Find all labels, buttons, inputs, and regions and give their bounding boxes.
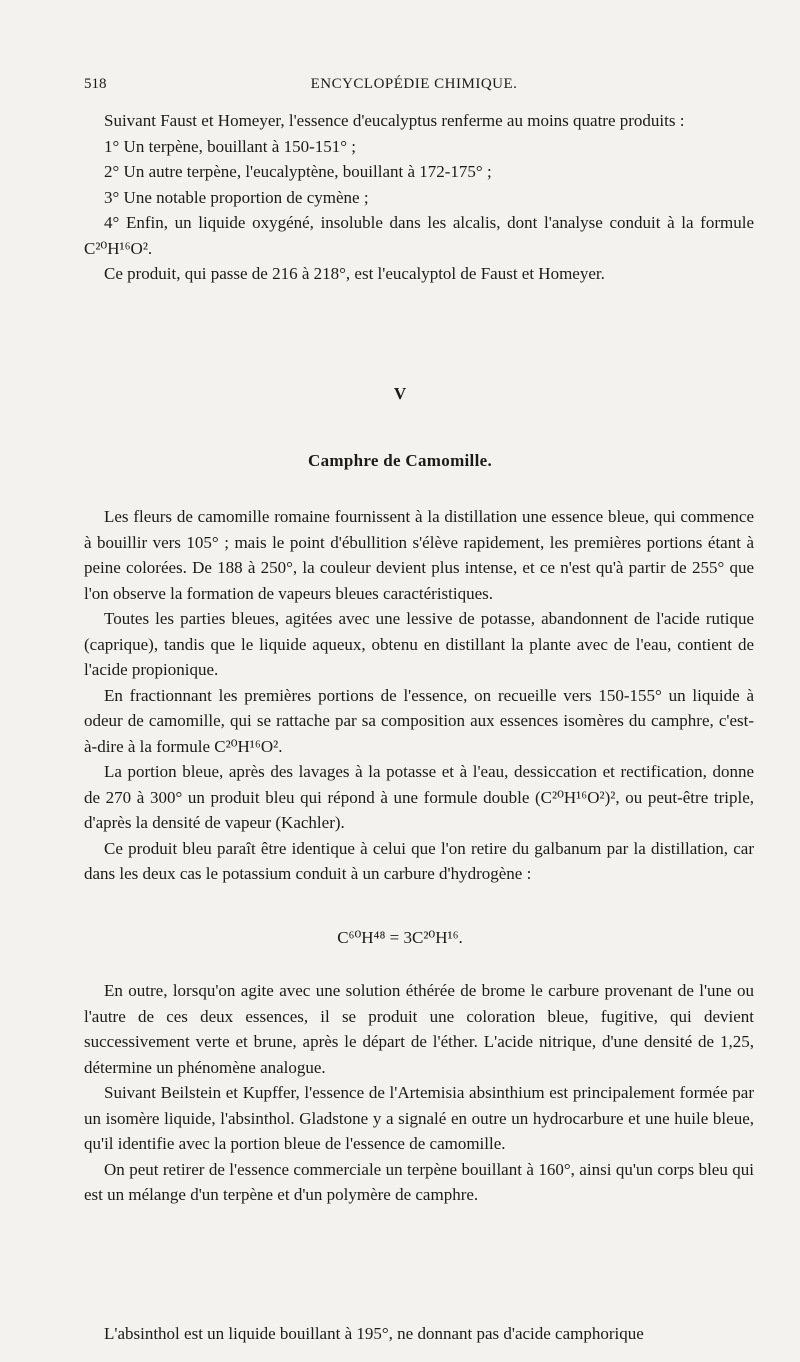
page-header (84, 76, 744, 98)
intro-paragraph: Suivant Faust et Homeyer, l'essence d'eucalyptus renferme au moins quatre produits : (104, 111, 685, 130)
paragraph-2: Toutes les parties bleues, agitées avec une lessive de potasse, abandonnent de l'acide rutique (caprique), tandis que le liquide aqueux, obtenu en distillant la plante avec de l'eau, contient de l'acide propionique. (84, 609, 754, 679)
product-item-1: 1° Un terpène, bouillant à 150-151° ; (104, 136, 357, 156)
paragraph-7: Suivant Beilstein et Kupffer, l'essence de l'Artemisia absinthium est principalement formée par un isomère liquide, l'absinthol. Gladstone y a signalé en outre un hydrocarbure et une huile bleue, qu'il identifie avec la portion bleue de l'essence de camomille. (84, 1083, 754, 1153)
paragraph-3: En fractionnant les premières portions de l'essence, on recueille vers 150-155° un liquide à odeur de camomille, qui se rattache par sa composition aux essences isomères du camphre, c'est-à-dire à la formule C²⁰H¹⁶O². (84, 685, 754, 756)
product-item-2: 2° Un autre terpène, l'eucalyptène, bouillant à 172-175° ; (104, 162, 492, 181)
intro-block (84, 108, 754, 287)
conclusion-paragraph: Ce produit, qui passe de 216 à 218°, est l'eucalyptol de Faust et Homeyer. (104, 264, 605, 283)
formula: C⁶⁰H⁴⁸ = 3C²⁰H¹⁶. (337, 928, 463, 947)
section-number: V (393, 384, 407, 403)
paragraph-4: La portion bleue, après des lavages à la potasse et à l'eau, dessiccation et rectification, donne de 270 à 300° un produit bleu qui répond à une formule double (C²⁰H¹⁶O²)², ou peut-être triple, d'après la densité de vapeur (Kachler). (84, 762, 754, 832)
paragraph-1: Les fleurs de camomille romaine fournissent à la distillation une essence bleue, qui commence à bouillir vers 105° ; mais le point d'ébullition s'élève rapidement, les premières portions étant à peine colorées. De 188 à 250°, la couleur devient plus intense, et ce n'est qu'à partir de 255° que l'on observe la formation de vapeurs bleues caractéristiques. (84, 507, 754, 603)
last-line: L'absinthol est un liquide bouillant à 195°, ne donnant pas d'acide camphorique (104, 1324, 644, 1343)
running-title: ENCYCLOPÉDIE CHIMIQUE. (310, 76, 518, 92)
section-title: Camphre de Camomille. (308, 451, 492, 470)
body-block-1 (84, 504, 754, 887)
body-block-2 (84, 978, 754, 1208)
product-item-4: 4° Enfin, un liquide oxygéné, insoluble dans les alcalis, dont l'analyse conduit à la formule C²⁰H¹⁶O². (84, 213, 754, 258)
product-item-3: 3° Une notable proportion de cymène ; (104, 187, 369, 207)
paragraph-8: On peut retirer de l'essence commerciale un terpène bouillant à 160°, ainsi qu'un corps bleu qui est un mélange d'un terpène et d'un polymère de camphre. (84, 1159, 754, 1204)
paragraph-6: En outre, lorsqu'on agite avec une solution éthérée de brome le carbure provenant de l'une ou l'autre de ces deux essences, il se produit une coloration bleue, fugitive, qui devient successivement verte et brune, après le départ de l'éther. L'acide nitrique, d'une densité de 1,25, détermine un phénomène analogue. (84, 981, 754, 1077)
paragraph-5: Ce produit bleu paraît être identique à celui que l'on retire du galbanum par la distillation, car dans les deux cas le potassium conduit à un carbure d'hydrogène : (84, 838, 754, 883)
page-number: 518 (84, 76, 107, 92)
